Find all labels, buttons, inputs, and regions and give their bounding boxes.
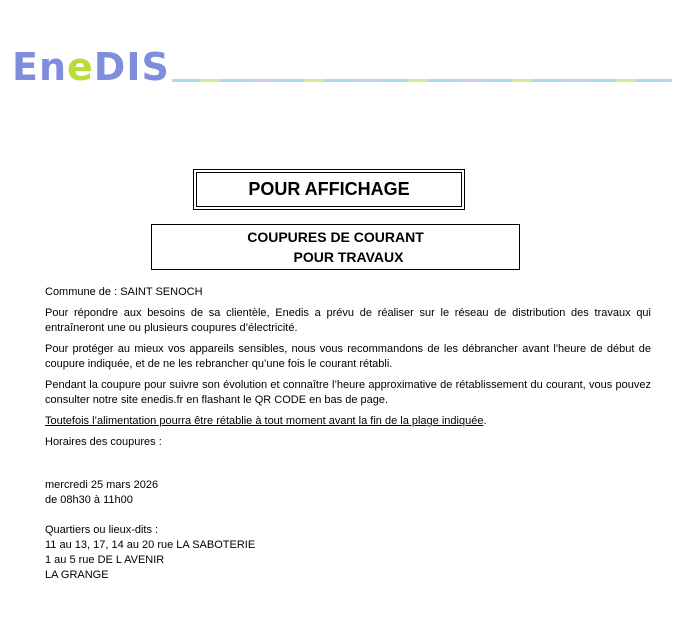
notice-end: . — [483, 415, 487, 427]
logo-part-1: En — [12, 45, 68, 89]
paragraph-2: Pour protéger au mieux vos appareils sensibles, nous vous recommandons de les débrancher avant l'heure de début de coupure indiquée, et de ne les rebrancher qu’une fois le courant rétabli. — [45, 343, 651, 370]
spacer — [45, 450, 651, 478]
header-divider — [172, 79, 672, 82]
paragraph-1: Pour répondre aux besoins de sa clientèle, Enedis a prévu de réaliser sur le réseau de distribution des travaux qui entraîneront une ou plusieurs coupures d’électricité. — [45, 307, 651, 334]
subtitle-line-1: COUPURES DE COURANT — [247, 229, 424, 245]
title-text: POUR AFFICHAGE — [248, 179, 410, 199]
spacer — [45, 508, 651, 523]
enedis-logo — [12, 45, 170, 89]
logo-part-3: DIS — [93, 45, 170, 89]
notice-line — [45, 414, 651, 429]
logo-part-2: e — [67, 45, 94, 89]
notice-body — [45, 285, 651, 583]
location-item: LA GRANGE — [45, 569, 109, 581]
commune-line: Commune de : SAINT SENOCH — [45, 286, 203, 298]
subtitle-box — [151, 224, 520, 270]
paragraph-3: Pendant la coupure pour suivre son évolution et connaître l’heure approximative de rétablissement du courant, vous pouvez consulter notre site enedis.fr en flashant le QR CODE en bas de page. — [45, 379, 651, 406]
subtitle-line-2: POUR TRAVAUX — [293, 249, 404, 265]
schedule-time: de 08h30 à 11h00 — [45, 494, 133, 506]
location-item: 11 au 13, 17, 14 au 20 rue LA SABOTERIE — [45, 539, 256, 551]
title-box — [193, 169, 465, 210]
schedule-date: mercredi 25 mars 2026 — [45, 479, 159, 491]
location-item: 1 au 5 rue DE L AVENIR — [45, 554, 165, 566]
underlined-notice: Toutefois l’alimentation pourra être rétablie à tout moment avant la fin de la plage indiquée — [45, 415, 484, 427]
horaires-label: Horaires des coupures : — [45, 436, 162, 448]
quartiers-label: Quartiers ou lieux-dits : — [45, 524, 159, 536]
